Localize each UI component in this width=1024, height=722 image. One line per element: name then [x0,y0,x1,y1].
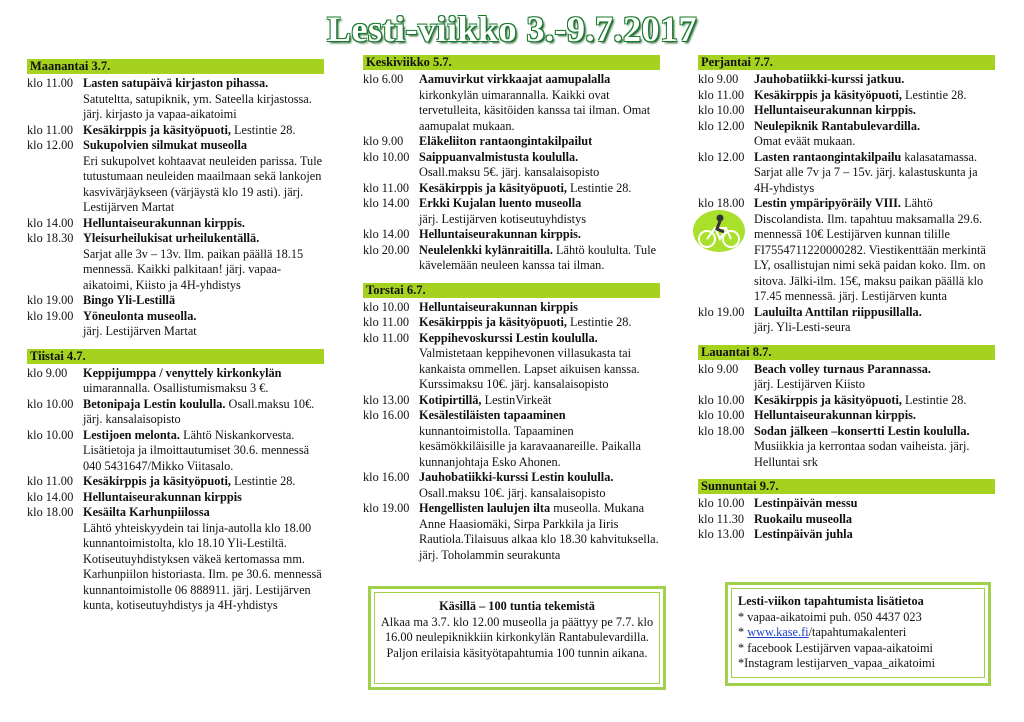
more-info-heading: Lesti-viikon tapahtumista lisätietoa [738,594,924,608]
event-description: Satuteltta, satupiknik, ym. Sateella kirjastossa. järj. kirjasto ja vapaa-aikatoimi [83,91,312,121]
event-body [754,512,995,528]
event-body [419,408,660,470]
event-body [754,88,995,104]
event-time: klo 12.00 [698,149,745,164]
event-body [754,408,995,424]
event-item [698,305,995,336]
event-title: Helluntaiseurakunnan kirppis. [419,227,581,241]
event-body [83,505,324,614]
event-body [419,331,660,393]
event-time: klo 9.00 [698,361,739,376]
event-body [419,243,660,274]
event-time: klo 10.00 [698,103,745,117]
event-body [419,134,660,150]
event-title: Erkki Kujalan luento museolla [419,196,582,210]
event-description: Lähtö yhteiskyydein tai linja-autolla klo 18.00 kunnantoimistolta, klo 18.10 Yli-Lestiltä. Kotiseutuyhdistyksen väkeä kertomassa mm. Karhunpiilon historiasta. Ilm. pe 30.6. mennessä kunnantoimistolle 06 888911. järj. Lestijärven kunta, kotiseutuyhdistys ja 4H-yhdistys [83,520,322,612]
event-body [83,76,324,123]
event-time: klo 10.00 [27,396,74,411]
event-time: klo 11.30 [698,511,744,526]
event-body [754,150,995,197]
event-body [754,72,995,88]
event-body [83,309,324,340]
event-description: Sarjat alle 3v – 13v. Ilm. paikan päällä 18.15 mennessä. Kaikki palkitaan! järj. vapaa-aikatoimi, Kiisto ja 4H-yhdistys [83,246,304,292]
event-title: Kesäkirppis ja käsityöpuoti, [419,180,567,195]
event-time: klo 19.00 [27,293,74,307]
event-title: Helluntaiseurakunnan kirppis [419,299,578,314]
event-time: klo 14.00 [363,196,410,210]
more-info-box [725,582,991,686]
info-web-suffix: /tapahtumakalenteri [808,625,907,639]
event-item [698,512,995,528]
event-title: Saippuanvalmistusta koululla. [419,149,579,164]
kasilla-text: Alkaa ma 3.7. klo 12.00 museolla ja päättyy pe 7.7. klo 16.00 neulepiknikkiin kirkonkylän Rantabulevardilla. Paljon erilaisia käsityötapahtumia 100 tunnin aikana. [380,614,654,660]
column-right [698,55,995,543]
event-body [419,196,660,227]
event-time: klo 14.00 [363,227,410,241]
event-title: Jauhobatiikki-kurssi jatkuu. [754,72,905,86]
event-time: klo 11.00 [698,87,744,102]
event-title: Lauluilta Anttilan riippusillalla. [754,304,922,319]
event-title: Ruokailu museolla [754,511,853,526]
event-body [83,293,324,309]
event-description: Musiikkia ja kerrontaa sodan vaiheista. järj. Helluntai srk [754,439,970,469]
event-item [698,150,995,197]
event-time: klo 13.00 [698,527,745,541]
event-title: Keppijumppa / venyttely kirkonkylän [83,365,282,380]
event-item [363,150,660,181]
event-time: klo 16.00 [363,470,410,484]
event-title: Kesäkirppis ja käsityöpuoti, [754,392,902,407]
event-body [419,300,660,316]
event-title: Hengellisten laulujen ilta [419,501,551,515]
event-title: Beach volley turnaus Parannassa. [754,361,931,376]
event-title: Kesäkirppis ja käsityöpuoti, [83,474,231,488]
event-description: Osall.maksu 5€. järj. kansalaisopisto [419,165,600,179]
event-title: Lestijoen melonta. [83,427,180,442]
event-item [698,393,995,409]
kasilla-info-box [368,586,666,690]
event-title: Yleisurheilukisat urheilukentällä. [83,231,260,245]
event-title: Neulepiknik Rantabulevardilla. [754,118,921,133]
event-description: Lestintie 28. [566,315,632,329]
column-middle [363,55,660,563]
event-item [363,501,660,563]
event-item [27,366,324,397]
event-time: klo 11.00 [363,180,409,195]
event-body [754,424,995,471]
event-time: klo 9.00 [698,72,739,86]
event-time: klo 18.00 [698,196,745,210]
event-item [363,470,660,501]
event-time: klo 12.00 [698,118,745,133]
event-body [83,474,324,490]
event-title: Lasten rantaongintakilpailu [754,149,902,164]
event-body [754,393,995,409]
day-header: Tiistai 4.7. [27,349,324,364]
event-time: klo 19.00 [27,308,74,323]
day-header: Perjantai 7.7. [698,55,995,70]
event-body [754,103,995,119]
event-title: Jauhobatiikki-kurssi Lestin koululla. [419,470,614,484]
event-item [27,138,324,216]
event-time: klo 19.00 [363,501,410,515]
event-time: klo 18.00 [27,505,74,519]
event-title: Sukupolvien silmukat museolla [83,138,248,152]
event-time: klo 20.00 [363,242,410,257]
event-title: Keppihevoskurssi Lestin koululla. [419,330,598,345]
event-body [419,315,660,331]
event-item [363,393,660,409]
column-left [27,59,324,614]
event-time: klo 19.00 [698,304,745,319]
kase-link[interactable]: www.kase.fi [747,625,809,639]
event-description: Lestintie 28. [230,474,296,488]
event-body [83,231,324,293]
event-time: klo 14.00 [27,489,74,504]
event-item [363,315,660,331]
event-time: klo 10.00 [698,392,745,407]
event-title: Kotipirtillä, [419,392,482,407]
event-item [27,490,324,506]
event-item [363,331,660,393]
event-title: Lestin ympäripyöräily VIII. [754,196,902,210]
event-body [754,119,995,150]
event-title: Lestinpäivän messu [754,496,858,510]
event-body [419,393,660,409]
event-time: klo 9.00 [363,134,404,148]
event-item [27,309,324,340]
event-description: museolla. Mukana Anne Haasiomäki, Sirpa Parkkila ja Iiris Rautiola.Tilaisuus alkaa klo 18.30 kahvituksella. järj. Toholammin seurakunta [419,501,659,562]
event-description: Eri sukupolvet kohtaavat neuleiden parissa. Tule tutustumaan neuleiden maailmaan sekä lankojen kasvivärjäykseen (värjäystä klo 19 asti). järj. Lestijärven Martat [83,153,323,214]
event-description: Lestintie 28. [901,87,967,102]
event-item [698,88,995,104]
day-header: Keskiviikko 5.7. [363,55,660,70]
event-item [27,293,324,309]
event-body [419,227,660,243]
event-title: Kesäkirppis ja käsityöpuoti, [83,122,231,137]
event-title: Kesäilta Karhunpiilossa [83,505,210,519]
event-time: klo 18.00 [698,423,745,438]
event-description: järj. Lestijärven kotiseutuyhdistys [419,211,587,226]
event-title: Lestinpäivän juhla [754,527,853,541]
event-time: klo 6.00 [363,72,404,86]
day-header: Maanantai 3.7. [27,59,324,74]
event-body [83,490,324,506]
event-item [698,527,995,543]
day-header: Sunnuntai 9.7. [698,479,995,494]
event-item [363,243,660,274]
day-header: Torstai 6.7. [363,283,660,298]
event-description: LestinVirkeät [481,392,552,407]
event-body [754,305,995,336]
event-title: Helluntaiseurakunnan kirppis. [754,103,916,117]
event-item [27,216,324,232]
event-description: Valmistetaan keppihevonen villasukasta tai kankaista ommellen. Lapset aikuisen kanssa. Kurssimaksu 10€. järj. kansalaisopisto [419,346,640,391]
info-phone: * vapaa-aikatoimi puh. 050 4437 023 [738,609,922,624]
event-body [754,496,995,512]
event-item [27,428,324,475]
event-time: klo 10.00 [698,496,745,510]
event-description: Omat eväät mukaan. [754,134,856,148]
page-title: Lesti-viikko 3.-9.7.2017 [326,9,697,49]
event-title: Helluntaiseurakunnan kirppis. [754,408,916,422]
event-time: klo 11.00 [27,122,73,137]
event-body [419,470,660,501]
info-instagram: *Instagram lestijarven_vapaa_aikatoimi [738,656,936,670]
event-body [83,428,324,475]
event-title: Eläkeliiton rantaongintakilpailut [419,134,593,148]
event-item [27,231,324,293]
event-body [419,501,660,563]
event-description: kunnantoimistolla. Tapaaminen kesämökkiläisille ja karavaanareille. Paikalla kunnanjohtaja Esko Ahonen. [419,423,641,469]
event-time: klo 16.00 [363,408,410,422]
event-title: Yöneulonta museolla. [83,308,197,323]
event-item [363,134,660,150]
event-time: klo 12.00 [27,138,74,152]
event-description: Osall.maksu 10€. järj. kansalaisopisto [83,396,315,426]
event-body [83,397,324,428]
event-item [698,496,995,512]
event-time: klo 11.00 [363,315,409,329]
info-web [738,625,978,641]
event-time: klo 11.00 [363,330,409,345]
event-time: klo 9.00 [27,365,68,380]
event-title: Bingo Yli-Lestillä [83,293,176,307]
event-description: Lestintie 28. [230,122,296,137]
event-time: klo 10.00 [363,299,410,314]
cyclist-icon [693,210,745,252]
info-web-prefix: * [738,625,748,639]
event-item [698,408,995,424]
event-item [698,119,995,150]
event-body [419,72,660,134]
event-item [27,397,324,428]
event-title: Helluntaiseurakunnan kirppis [83,489,242,504]
event-title: Betonipaja Lestin koululla. [83,396,226,411]
event-item [363,72,660,134]
event-description: järj. Lestijärven Martat [83,324,197,338]
event-item [698,424,995,471]
event-body [754,196,995,305]
event-body [83,366,324,397]
event-time: klo 14.00 [27,215,74,230]
event-item [27,474,324,490]
event-description: Lähtö Discolandista. Ilm. tapahtuu maksamalla 29.6. mennessä 10€ Lestijärven kunnan tilille FI7554711220000282. Viestikenttään merkintä LY, osallistujan nimi sekä paidan koko. Ilm. on sitova. Jälki-ilm. 15€, maksu paikan päällä klo 17.45 mennessä. järj. Lestijärven kunta [754,196,986,303]
event-description: kirkonkylän uimarannalla. Kaikki ovat tervetulleita, käsitöiden kanssa tai ilman. Omat aamupalat mukaan. [419,87,651,133]
event-title: Kesälestiläisten tapaaminen [419,408,566,422]
event-description: Osall.maksu 10€. järj. kansalaisopisto [419,485,606,500]
event-body [419,150,660,181]
event-title: Kesäkirppis ja käsityöpuoti, [754,87,902,102]
event-body [83,216,324,232]
info-facebook: * facebook Lestijärven vapaa-aikatoimi [738,640,933,655]
event-time: klo 11.00 [27,76,73,90]
event-title: Aamuvirkut virkkaajat aamupalalla [419,72,611,86]
event-title: Sodan jälkeen –konsertti Lestin koululla. [754,423,970,438]
event-item [27,505,324,614]
event-time: klo 10.00 [27,427,74,442]
event-title: Lasten satupäivä kirjaston pihassa. [83,76,269,90]
event-description: uimarannalla. Osallistumismaksu 3 €. [83,381,269,395]
event-item [698,362,995,393]
event-time: klo 13.00 [363,392,410,407]
event-item [27,123,324,139]
event-description: Lestintie 28. [566,180,632,195]
event-body [83,138,324,216]
event-item [363,300,660,316]
event-description: Lähtö koululta. Tule kävelemään neuleen kanssa tai ilman. [419,242,657,272]
event-body [83,123,324,139]
event-item [27,76,324,123]
event-title: Neulelenkki kylänraitilla. [419,242,553,257]
event-description: Lähtö Niskankorvesta. Lisätietoja ja ilmoittautumiset 30.6. mennessä 040 5431647/Mikko Viitasalo. [83,427,310,473]
event-time: klo 10.00 [363,149,410,164]
event-description: Lestintie 28. [901,392,967,407]
event-item [363,227,660,243]
event-item [363,181,660,197]
event-body [754,527,995,543]
event-item [363,408,660,470]
event-description: kalasatamassa. Sarjat alle 7v ja 7 – 15v. järj. kalastuskunta ja 4H-yhdistys [754,149,978,195]
event-item [363,196,660,227]
event-title: Helluntaiseurakunnan kirppis. [83,215,245,230]
event-item [698,72,995,88]
event-time: klo 10.00 [698,408,745,422]
event-body [419,181,660,197]
event-item [698,103,995,119]
event-time: klo 18.30 [27,231,74,245]
kasilla-heading: Käsillä – 100 tuntia tekemistä [439,599,595,613]
day-header: Lauantai 8.7. [698,345,995,360]
event-body [754,362,995,393]
event-time: klo 11.00 [27,474,73,488]
event-description: järj. Yli-Lesti-seura [754,320,851,334]
event-description: järj. Lestijärven Kiisto [754,377,865,391]
event-title: Kesäkirppis ja käsityöpuoti, [419,315,567,329]
